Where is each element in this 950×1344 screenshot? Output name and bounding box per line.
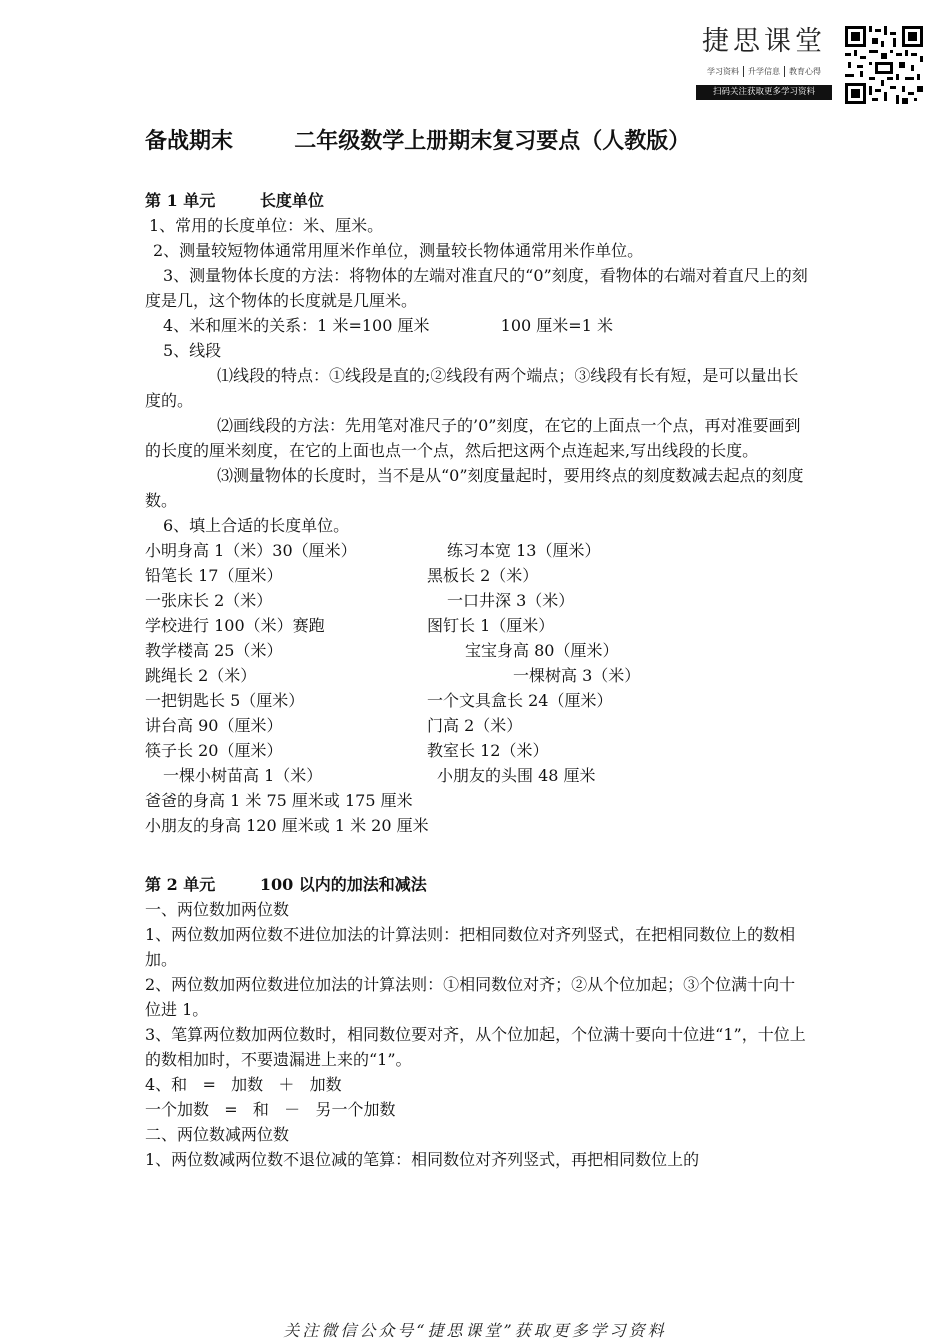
section-gap (145, 838, 810, 872)
paragraph: 1、两位数加两位数不进位加法的计算法则：把相同数位对齐列竖式，在把相同数位上的数相加。 (145, 925, 796, 969)
brand-tag: 学习资料 (707, 67, 739, 76)
paragraph: 4、米和厘米的关系：1 米=100 厘米 100 厘米=1 米 (163, 316, 613, 335)
paragraph: 2、测量较短物体通常用厘米作单位，测量较长物体通常用米作单位。 (153, 241, 644, 260)
paragraph: 二、两位数减两位数 (145, 1125, 290, 1144)
fill-unit-list (145, 538, 810, 788)
tag-divider (784, 66, 785, 77)
paragraph: 3、测量物体长度的方法：将物体的左端对准直尺的“0”刻度，看物体的右端对着直尺上的刻度是几，这个物体的长度就是几厘米。 (145, 266, 808, 310)
paragraph: 5、线段 (163, 341, 222, 360)
brand-name: 捷思课堂 (702, 26, 826, 57)
paragraph: 6、填上合适的长度单位。 (163, 516, 350, 535)
list-item: 筷子长 20（厘米） 教室长 12（米） (145, 741, 549, 760)
list-item: 小明身高 1（米）30（厘米） 练习本宽 13（厘米） (145, 541, 601, 560)
brand-tag: 教育心得 (789, 67, 821, 76)
page-title: 备战期末 二年级数学上册期末复习要点（人教版） (145, 128, 691, 154)
list-item: 一把钥匙长 5（厘米） 一个文具盒长 24（厘米） (145, 691, 613, 710)
brand-block (696, 24, 832, 100)
list-item: 一棵小树苗高 1（米） 小朋友的头围 48 厘米 (163, 766, 596, 785)
document-body (145, 188, 810, 1172)
formula: 一个加数 = 和 － 另一个加数 (145, 1100, 396, 1119)
paragraph: 一、两位数加两位数 (145, 900, 290, 919)
brand-tags (696, 66, 832, 77)
footer-note: 关注微信公众号“捷思课堂”获取更多学习资料 (283, 1321, 667, 1340)
list-item: 讲台高 90（厘米） 门高 2（米） (145, 716, 523, 735)
unit-2-heading: 第 2 单元 100 以内的加法和减法 (145, 875, 427, 894)
tag-divider (743, 66, 744, 77)
paragraph: ⑶测量物体的长度时，当不是从“0”刻度量起时，要用终点的刻度数减去起点的刻度数。 (145, 466, 804, 510)
paragraph: 爸爸的身高 1 米 75 厘米或 175 厘米 (145, 791, 413, 810)
paragraph: 2、两位数加两位数进位加法的计算法则：①相同数位对齐；②从个位加起；③个位满十向十位进 1。 (145, 975, 796, 1019)
list-item: 跳绳长 2（米） 一棵树高 3（米） (145, 666, 641, 685)
brand-bar: 扫码关注获取更多学习资料 (696, 85, 832, 100)
unit-1-heading: 第 1 单元 长度单位 (145, 191, 324, 210)
brand-tag: 升学信息 (748, 67, 780, 76)
qr-code-icon (845, 26, 923, 104)
paragraph: 1、常用的长度单位：米、厘米。 (149, 216, 384, 235)
paragraph: ⑵画线段的方法：先用笔对准尺子的’0”刻度，在它的上面点一个点，再对准要画到的长度的厘米刻度，在它的上面也点一个点，然后把这两个点连起来,写出线段的长度。 (145, 416, 801, 460)
paragraph: 3、笔算两位数加两位数时，相同数位要对齐，从个位加起，个位满十要向十位进“1”，十位上的数相加时，不要遗漏进上来的“1”。 (145, 1025, 806, 1069)
list-item: 一张床长 2（米） 一口井深 3（米） (145, 591, 575, 610)
paragraph: 小朋友的身高 120 厘米或 1 米 20 厘米 (145, 816, 429, 835)
list-item: 学校进行 100（米）赛跑 图钉长 1（厘米） (145, 616, 555, 635)
list-item: 教学楼高 25（米） 宝宝身高 80（厘米） (145, 641, 619, 660)
paragraph: ⑴线段的特点：①线段是直的;②线段有两个端点；③线段有长有短，是可以量出长度的。 (145, 366, 799, 410)
formula: 4、和 = 加数 ＋ 加数 (145, 1075, 342, 1094)
list-item: 铅笔长 17（厘米） 黑板长 2（米） (145, 566, 539, 585)
paragraph: 1、两位数减两位数不退位减的笔算：相同数位对齐列竖式，再把相同数位上的 (145, 1150, 700, 1169)
